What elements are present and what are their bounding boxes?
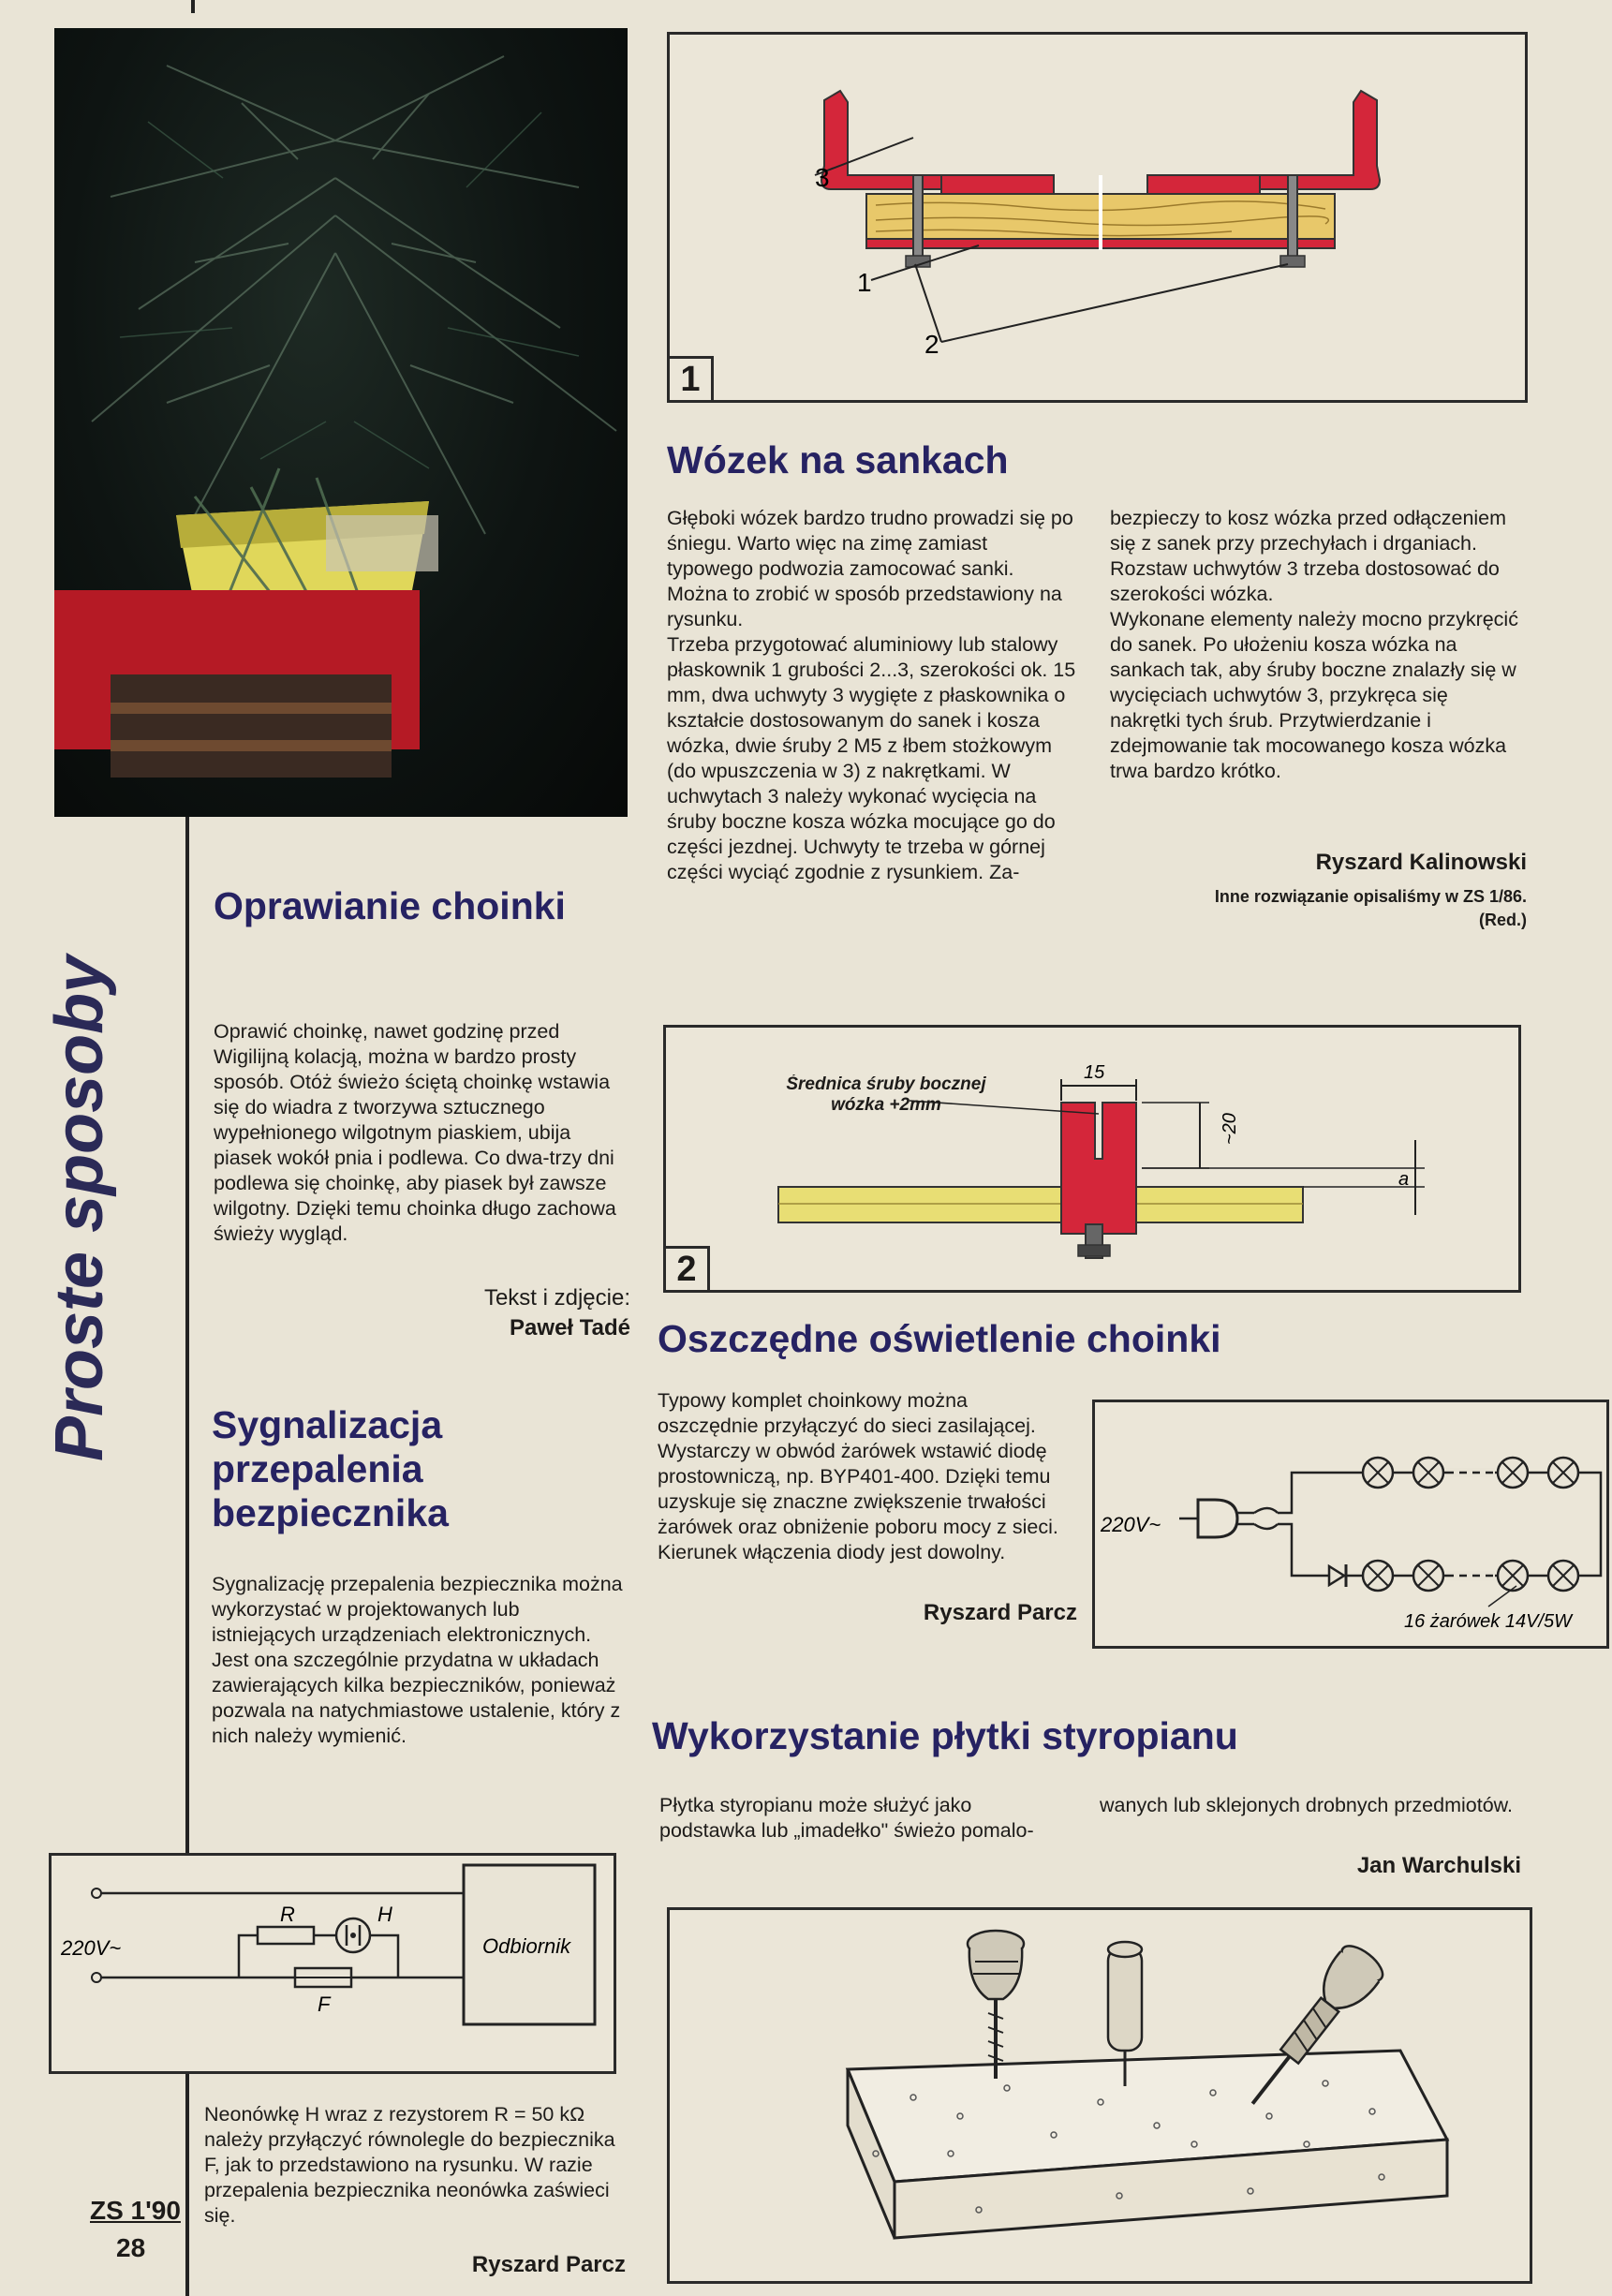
wozek-author: Ryszard Kalinowski (1315, 850, 1527, 875)
fig1-label-2: 2 (924, 330, 939, 359)
oswietlenie-title: Oszczędne oświetlenie choinki (658, 1317, 1221, 1360)
top-tick-mark (191, 0, 195, 13)
choinka-body: Oprawić choinkę, nawet godzinę przed Wigilijną kolacją, można w bardzo prosty sposób. Otóż świeżo ściętą choinkę wstawia się do wiadra z tworzywa sztucznego wypełnionego wilgotnym piaskiem, ubija piasek wokół pnia i podlewa. Co dwa-trzy dni podlewa się choinkę, aby piasek był zawsze wilgotny. Dzięki temu choinka długo zachowa świeży wygląd. (214, 1020, 616, 1245)
fig1-label-1: 1 (857, 268, 872, 297)
fuse-diagram-r: R (280, 1903, 295, 1926)
styrofoam-figure (667, 1907, 1532, 2284)
fig2-a-label: a (1398, 1169, 1410, 1190)
sygnalizacja-caption: Neonówkę H wraz z rezystorem R = 50 kΩ należy przyłączyć równolegle do bezpiecznika F, jak to przedstawiono na rysunku. W razie przepalenia bezpiecznika neonówka zaświeci się. (204, 2103, 615, 2227)
oswietlenie-author: Ryszard Parcz (923, 1600, 1077, 1625)
figure-2 (663, 1025, 1521, 1293)
styropian-title: Wykorzystanie płytki styropianu (652, 1714, 1238, 1757)
fig1-label-3: 3 (815, 163, 830, 192)
sygnalizacja-author: Ryszard Parcz (471, 2252, 626, 2277)
fuse-diagram-voltage: 220V~ (61, 1936, 122, 1960)
fuse-circuit-diagram (49, 1853, 616, 2074)
section-side-title: Proste sposoby (42, 955, 117, 1461)
figure-1 (667, 32, 1528, 403)
issue-label: ZS 1'90 (90, 2196, 181, 2225)
fig2-number: 2 (666, 1246, 710, 1290)
styropian-body-col2: wanych lub sklejonych drobnych przedmiotów. (1100, 1794, 1513, 1816)
fuse-diagram-f: F (318, 1992, 331, 2016)
fig2-height-label: ~20 (1220, 1113, 1240, 1145)
wozek-body-col2: bezpieczy to kosz wózka przed odłączeniem się z sanek przy przechyłach i drganiach. Rozstaw uchwytów 3 trzeba dostosować do szerokości wózka. Wykonane elementy należy mocno przykręcić do sanek. Po ułożeniu kosza wózka na sankach tak, aby śruby boczne znalazły się w wycięciach uchwytów 3, przykręca się nakrętki tych śrub. Przytwierdzanie i zdejmowanie tak mocowanego kosza wózka trwa bardzo krótko. (1110, 507, 1518, 782)
oswietlenie-body: Typowy komplet choinkowy można oszczędnie przyłączyć do sieci zasilającej. Wystarczy w obwód żarówek wstawić diodę prostowniczą, np. BYP401-400. Dzięki temu uzyskuje się znaczne zwiększenie trwałości żarówek oraz obniżenie poboru mocy z sieci. Kierunek włączenia diody jest dowolny. (658, 1389, 1058, 1563)
choinka-title: Oprawianie choinki (214, 884, 566, 927)
christmas-tree-photo (54, 28, 628, 817)
fuse-diagram-h: H (377, 1903, 392, 1926)
choinka-author: Paweł Tadé (510, 1315, 630, 1341)
bulb-circuit-diagram (1092, 1400, 1609, 1649)
fuse-diagram-load: Odbiornik (482, 1934, 571, 1958)
choinka-credit: Tekst i zdjęcie: (483, 1285, 630, 1311)
sygnalizacja-title: Sygnalizacja przepalenia bezpiecznika (212, 1403, 449, 1535)
styropian-author: Jan Warchulski (1356, 1853, 1521, 1878)
bulb-diagram-voltage: 220V~ (1101, 1513, 1161, 1536)
bulb-diagram-label: 16 żarówek 14V/5W (1404, 1611, 1572, 1632)
fig2-dim-label: Średnica śruby bocznej wózka +2mm (786, 1074, 986, 1115)
wozek-note-tag: (Red.) (1479, 911, 1527, 929)
fig1-number: 1 (670, 356, 714, 400)
page-number: 28 (116, 2233, 146, 2262)
wozek-title: Wózek na sankach (667, 438, 1009, 481)
fig2-width-label: 15 (1084, 1062, 1105, 1083)
wozek-note: Inne rozwiązanie opisaliśmy w ZS 1/86. (1214, 887, 1527, 906)
wozek-body-col1: Głęboki wózek bardzo trudno prowadzi się po śniegu. Warto więc na zimę zamiast typowego podwozia zamocować sanki. Można to zrobić w sposób przedstawiony na rysunku. Trzeba przygotować aluminiowy lub stalowy płaskownik 1 grubości 2...3, szerokości ok. 15 mm, dwa uchwyty 3 wygięte z płaskownika o kształcie dostosowanym do sanek i kosza wózka, dwie śruby 2 M5 z łbem stożkowym (do wpuszczenia w 3) z nakrętkami. W uchwytach 3 należy wykonać wycięcia na śruby boczne kosza wózka mocujące go do części jezdnej. Uchwyty te trzeba w górnej części wyciąć zgodnie z rysunkiem. Za- (667, 507, 1076, 883)
bulb-row-top (1363, 1458, 1578, 1591)
column-divider (185, 817, 189, 2296)
styropian-body-col1: Płytka styropianu może służyć jako podstawka lub „imadełko" świeżo pomalo- (659, 1794, 1034, 1842)
sygnalizacja-body: Sygnalizację przepalenia bezpiecznika można wykorzystać w projektowanych lub istniejących urządzeniach elektronicznych. Jest ona szczególnie przydatna w układach zawierających kilka bezpieczników, ponieważ pozwala na natychmiastowe ustalenie, który z nich należy wymienić. (212, 1573, 623, 1747)
